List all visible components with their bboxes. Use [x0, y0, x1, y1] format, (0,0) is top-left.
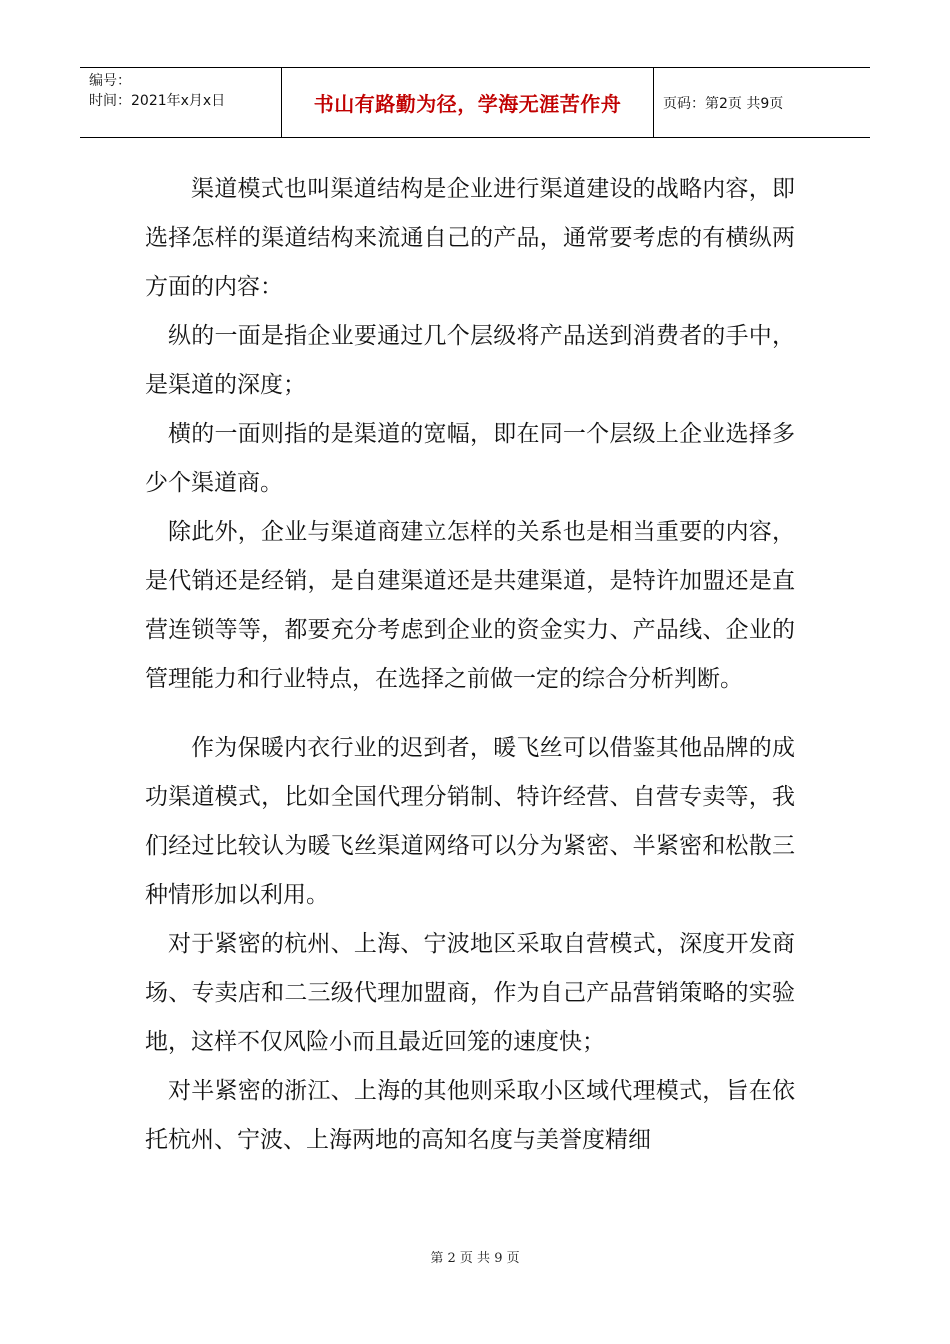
header-motto: 书山有路勤为径，学海无涯苦作舟	[282, 68, 654, 137]
paragraph: 渠道模式也叫渠道结构是企业进行渠道建设的战略内容，即选择怎样的渠道结构来流通自己的产品，通常要考虑的有横纵两方面的内容：	[145, 176, 795, 300]
paragraph: 纵的一面是指企业要通过几个层级将产品送到消费者的手中，是渠道的深度；	[145, 323, 795, 398]
paragraph: 除此外，企业与渠道商建立怎样的关系也是相当重要的内容，是代销还是经销，是自建渠道还是共建渠道，是特许加盟还是直营连锁等等，都要充分考虑到企业的资金实力、产品线、企业的管理能力和行业特点，在选择之前做一定的综合分析判断。	[145, 519, 795, 692]
paragraph-spacer	[145, 704, 795, 724]
header-page-number: 页码：第2页 共9页	[663, 95, 784, 112]
page-header	[80, 67, 870, 138]
paragraph: 作为保暖内衣行业的迟到者，暖飞丝可以借鉴其他品牌的成功渠道模式，比如全国代理分销制、特许经营、自营专卖等，我们经过比较认为暖飞丝渠道网络可以分为紧密、半紧密和松散三种情形加以利用。	[145, 735, 795, 908]
paragraph: 横的一面则指的是渠道的宽幅，即在同一个层级上企业选择多少个渠道商。	[145, 421, 795, 496]
document-body	[145, 165, 795, 1165]
document-number-label: 编号：	[89, 73, 131, 89]
document-time-label: 时间：2021年x月x日	[89, 93, 226, 109]
paragraph: 对半紧密的浙江、上海的其他则采取小区域代理模式，旨在依托杭州、宁波、上海两地的高知名度与美誉度精细	[145, 1078, 795, 1153]
header-meta-cell	[80, 68, 282, 137]
page-footer: 第 2 页 共 9 页	[430, 1251, 520, 1266]
paragraph: 对于紧密的杭州、上海、宁波地区采取自营模式，深度开发商场、专卖店和二三级代理加盟商，作为自己产品营销策略的实验地，这样不仅风险小而且最近回笼的速度快；	[145, 931, 795, 1055]
